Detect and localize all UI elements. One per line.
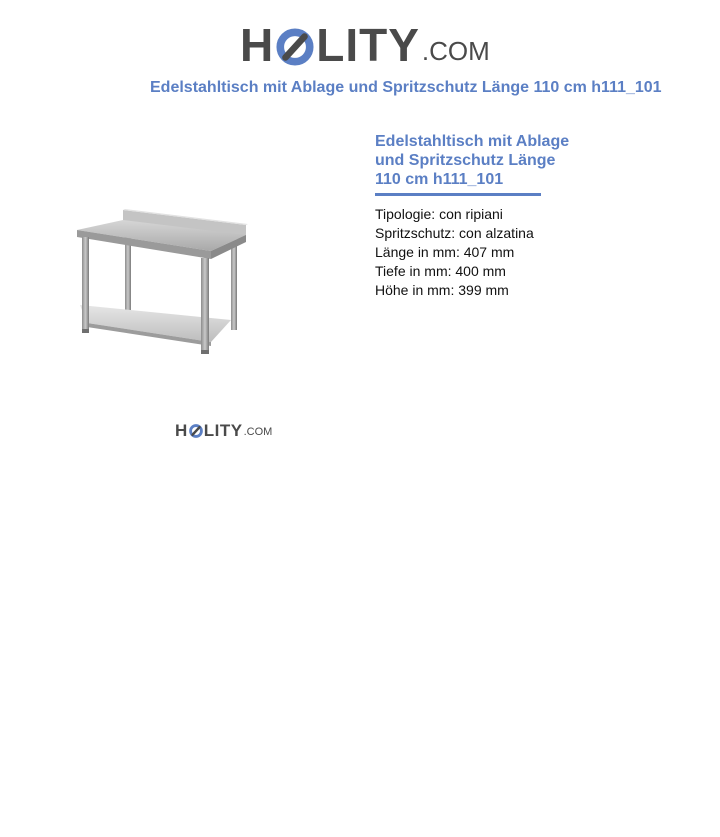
small-logo-letters-left: H [175, 421, 188, 440]
small-logo-letters-right: LITY [203, 421, 243, 440]
spec-value: 407 mm [463, 244, 515, 260]
stainless-steel-table-icon [50, 170, 280, 370]
logo-letters-right: LITY [316, 19, 420, 71]
spec-label: Tipologie [375, 206, 432, 222]
spec-value: 399 mm [458, 282, 509, 298]
small-logo-wordmark [175, 422, 243, 439]
logo-suffix: .COM [421, 36, 490, 66]
page-title: Edelstahltisch mit Ablage und Spritzschutz Länge 110 cm h111_101 [150, 79, 662, 96]
spec-label: Länge in mm [375, 244, 456, 260]
logo-wordmark [240, 19, 420, 71]
product-specs [375, 205, 534, 300]
spec-row-laenge: Länge in mm: 407 mm [375, 244, 515, 260]
logo-ring-icon [276, 27, 314, 65]
spec-value: con alzatina [459, 225, 534, 241]
small-logo-suffix: .COM [243, 426, 273, 438]
spec-value: con ripiani [439, 206, 503, 222]
spec-value: 400 mm [455, 263, 506, 279]
spec-row-hoehe: Höhe in mm: 399 mm [375, 282, 509, 298]
logo-letters-left: H [240, 19, 275, 71]
spec-label: Spritzschutz [375, 225, 452, 241]
spec-label: Tiefe in mm [375, 263, 448, 279]
product-image [50, 170, 280, 370]
spec-row-tiefe: Tiefe in mm: 400 mm [375, 263, 506, 279]
header-logo[interactable] [240, 12, 490, 71]
spec-label: Höhe in mm [375, 282, 451, 298]
spec-row-tipologie: Tipologie: con ripiani [375, 206, 503, 222]
product-name-divider [375, 193, 541, 196]
small-logo-ring-icon [189, 424, 203, 438]
product-name: Edelstahltisch mit Ablage und Spritzschutz Länge 110 cm h111_101 [375, 133, 570, 188]
small-logo [175, 417, 272, 439]
spec-row-spritzschutz: Spritzschutz: con alzatina [375, 225, 534, 241]
